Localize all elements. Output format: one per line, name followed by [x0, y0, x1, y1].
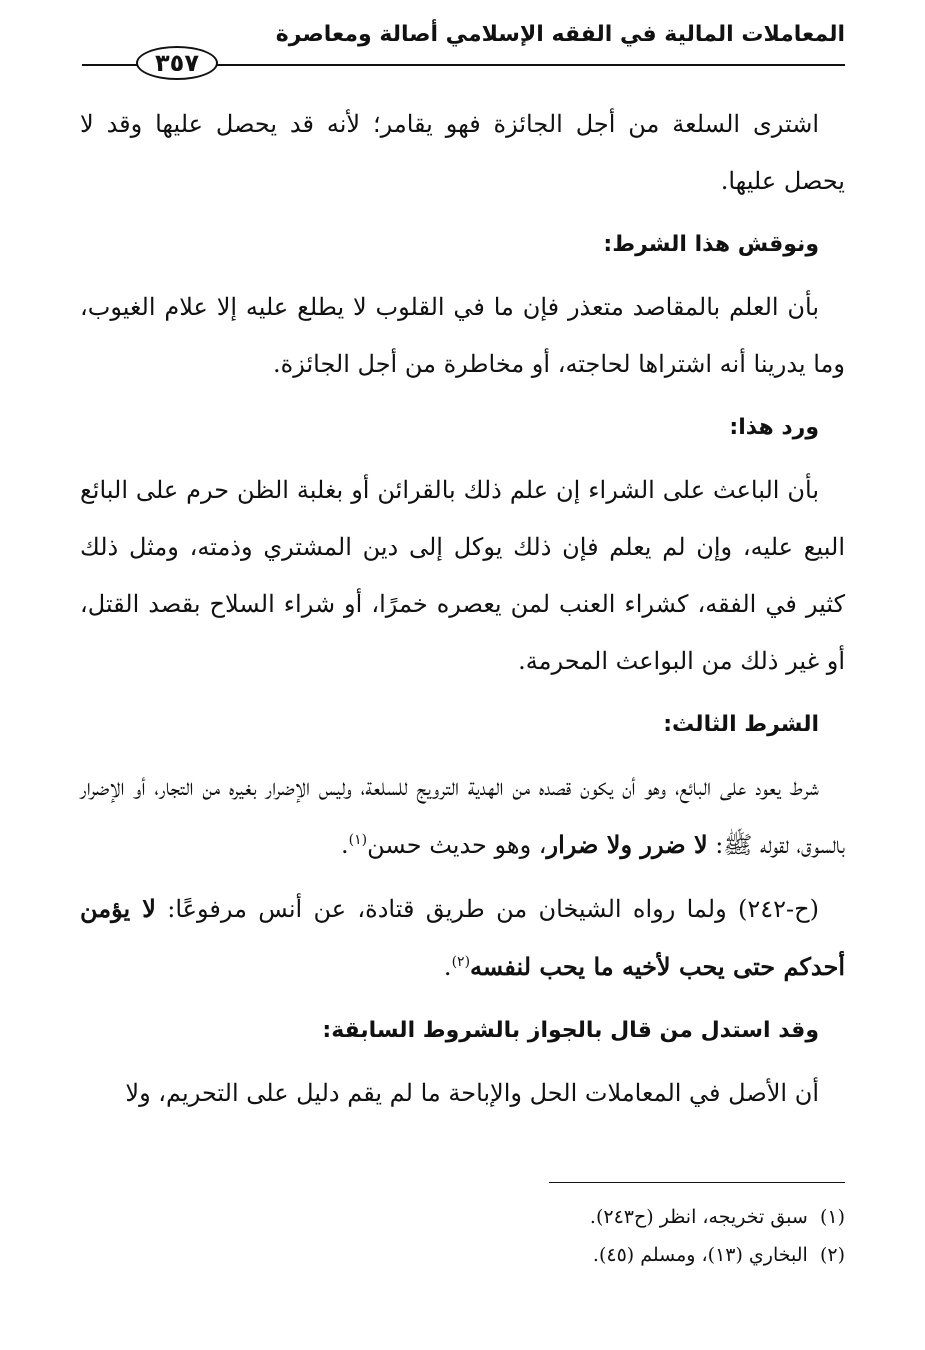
footnote-ref-2: (٢) [451, 954, 471, 970]
paragraph-2: بأن العلم بالمقاصد متعذر فإن ما في القلوب لا يطلع عليه إلا علام الغيوب، وما يدرينا أنه اشتراها لحاجته، أو مخاطرة من أجل الجائزة. [80, 293, 845, 378]
hadith-quote-1: لا ضرر ولا ضرار [546, 830, 708, 859]
footnotes [80, 1198, 845, 1274]
paragraph-1: اشترى السلعة من أجل الجائزة فهو يقامر؛ لأنه قد يحصل عليها وقد لا يحصل عليها. [80, 110, 845, 195]
footnote-1-number: (١) [819, 1206, 845, 1228]
paragraph-4-text: شرط يعود على البائع، وهو أن يكون قصده من الهدية الترويج للسلعة، وليس الإضرار بغيره من التجار، أو الإضرار بالسوق، لقوله ﷺ: [80, 773, 845, 859]
footnote-2 [80, 1236, 845, 1274]
footnote-rule [549, 1182, 845, 1183]
page-number: ٣٥٧ [136, 46, 218, 80]
paragraph-4 [80, 759, 845, 874]
footnote-ref-1: (١) [348, 832, 368, 848]
footnote-2-number: (٢) [819, 1244, 845, 1266]
heading-third-condition: الشرط الثالث: [663, 712, 819, 737]
running-head: المعاملات المالية في الفقه الإسلامي أصالة ومعاصرة [275, 22, 845, 47]
paragraph-4-end: . [340, 831, 349, 859]
paragraph-3: بأن الباعث على الشراء إن علم ذلك بالقرائن أو بغلبة الظن حرم على البائع البيع عليه، وإن لم يعلم فإن ذلك يوكل إلى دين المشتري وذمته، ومثل ذلك كثير في الفقه، كشراء العنب لمن يعصره خمرًا، أو شراء السلاح بقصد القتل، أو غير ذلك من البواعث المحرمة. [80, 476, 845, 675]
footnote-1 [80, 1198, 845, 1236]
paragraph-6: أن الأصل في المعاملات الحل والإباحة ما لم يقم دليل على التحريم، ولا [125, 1079, 819, 1107]
heading-evidence: وقد استدل من قال بالجواز بالشروط السابقة: [322, 1018, 819, 1043]
heading-objection: ونوقش هذا الشرط: [603, 232, 819, 257]
hadith-quote-2: لا يؤمن أحدكم حتى يحب لأخيه ما يحب لنفسه [80, 894, 845, 981]
footnote-1-text: سبق تخريجه، انظر (ح٢٤٣). [589, 1206, 808, 1228]
paragraph-5 [80, 880, 845, 996]
heading-rebuttal: ورد هذا: [729, 415, 819, 440]
body-text [80, 96, 845, 1128]
paragraph-5-end: . [443, 953, 452, 981]
paragraph-5-text: (ح-٢٤٢) ولما رواه الشيخان من طريق قتادة، عن أنس مرفوعًا: [155, 895, 820, 923]
footnote-2-text: البخاري (١٣)، ومسلم (٤٥). [592, 1244, 808, 1266]
paragraph-4-cont: ، وهو حديث حسن [367, 831, 547, 859]
